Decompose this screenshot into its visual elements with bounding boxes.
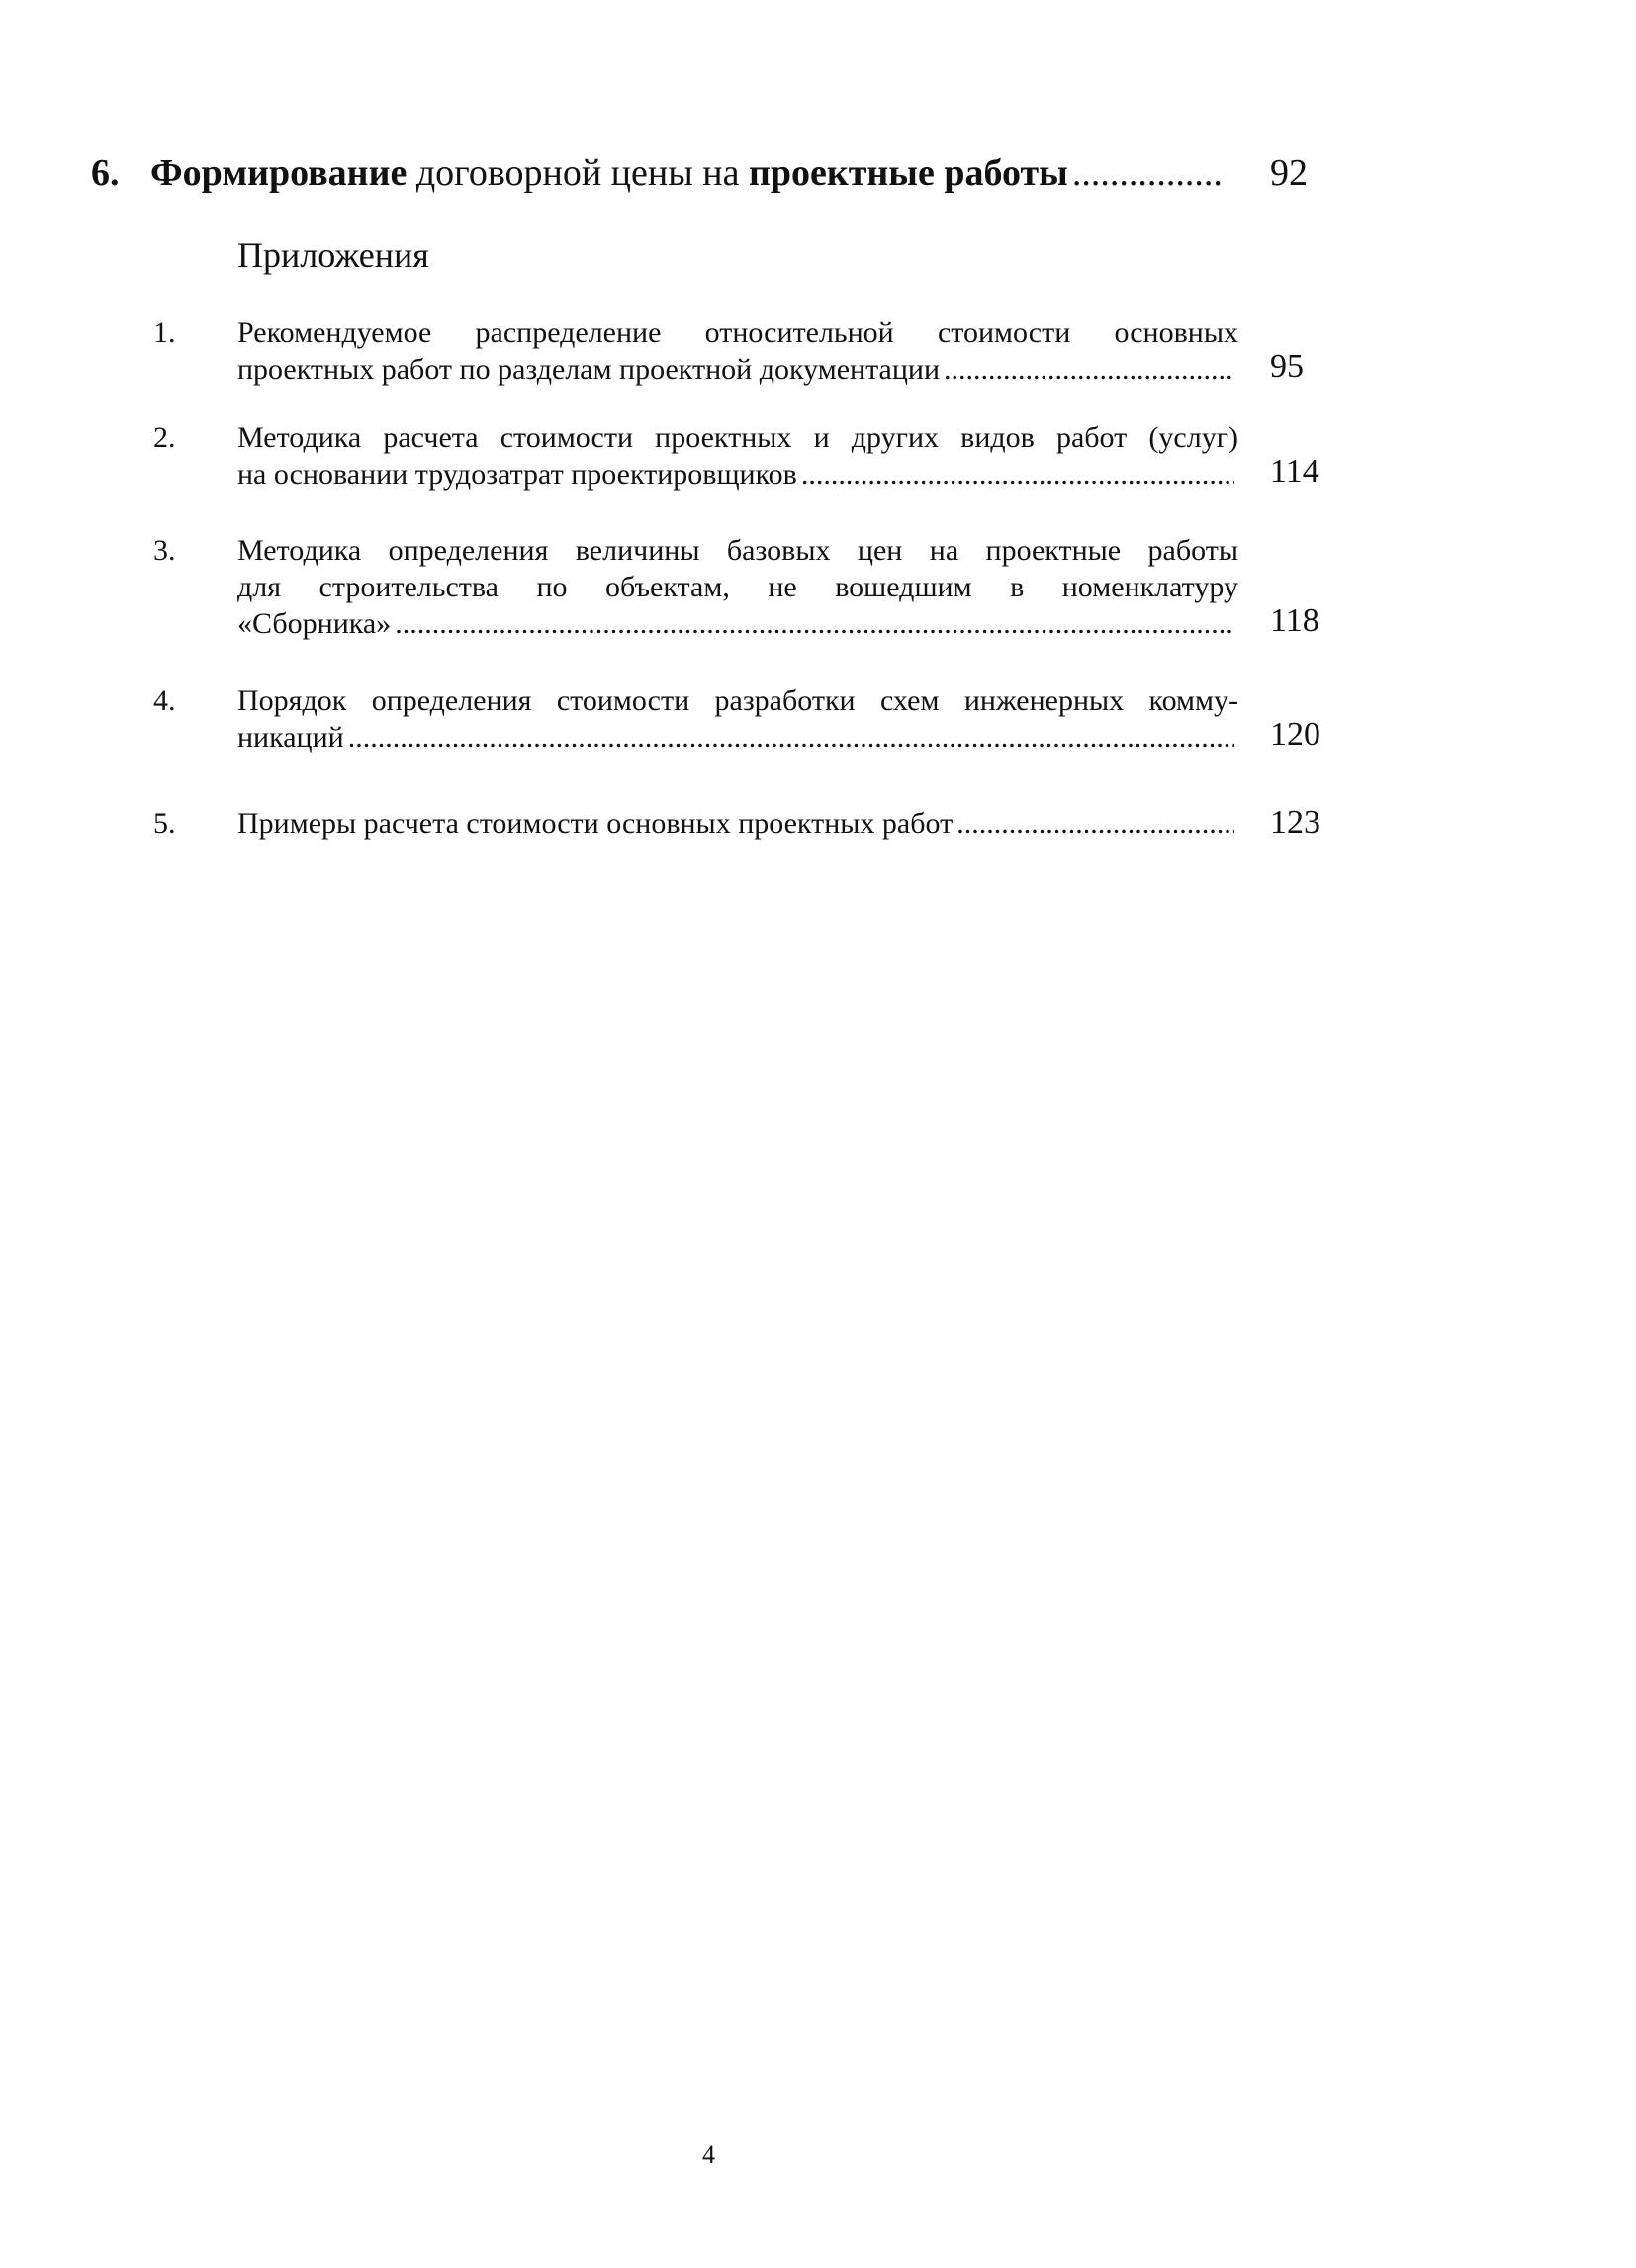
entry-text xyxy=(237,682,1238,756)
entry-last-line: проектных работ по разделам проектной документации ..... xyxy=(237,351,1238,388)
entry-number: 1. xyxy=(153,317,176,349)
entry-line: Методика расчета стоимости проектных и других видов работ (услуг) xyxy=(237,421,1238,454)
entry-line: Порядок определения стоимости разработки схем инженерных комму- xyxy=(237,684,1238,717)
entry-page-number: 120 xyxy=(1270,716,1320,753)
entry-text xyxy=(237,532,1238,642)
entry-text xyxy=(237,419,1238,493)
entry-page-number: 114 xyxy=(1270,453,1319,490)
entry-page-number: 123 xyxy=(1270,804,1320,841)
entry-last-line: Примеры расчета стоимости основных проектных работ ..... xyxy=(237,805,1238,842)
entry-page-number: 95 xyxy=(1270,348,1304,385)
entry-last-line: «Сборника» ..... xyxy=(237,605,1238,642)
entry-text xyxy=(237,315,1238,388)
entry-number: 3. xyxy=(153,534,176,567)
section-title-part3: проектные работы xyxy=(748,152,1068,194)
section-title-part2: договорной цены на xyxy=(415,152,740,194)
section-page-number: 92 xyxy=(1270,152,1308,194)
entry-page-number: 118 xyxy=(1270,602,1319,639)
dot-leader xyxy=(1072,148,1225,198)
dot-leader xyxy=(944,351,1234,388)
entry-line: Методика определения величины базовых цен на проектные работы xyxy=(237,534,1238,567)
entry-number: 4. xyxy=(153,684,176,717)
dot-leader xyxy=(801,456,1234,493)
entry-last-line: никаций ..... xyxy=(237,719,1238,756)
section-title xyxy=(150,148,1228,198)
dot-leader xyxy=(395,605,1234,642)
footer-page-number: 4 xyxy=(702,2140,715,2169)
entry-number: 2. xyxy=(153,421,176,454)
entry-last-line: на основании трудозатрат проектировщиков ..... xyxy=(237,456,1238,493)
appendix-heading: Приложения xyxy=(237,235,429,275)
section-number: 6. xyxy=(91,152,120,194)
entry-number: 5. xyxy=(153,807,176,840)
dot-leader xyxy=(956,805,1234,842)
section-title-part1: Формирование xyxy=(150,152,408,194)
dot-leader xyxy=(348,719,1234,756)
entry-text xyxy=(237,805,1238,842)
entry-line: для строительства по объектам, не вошедшим в номенклатуру xyxy=(237,571,1238,603)
entry-line: Рекомендуемое распределение относительной стоимости основных xyxy=(237,317,1238,349)
